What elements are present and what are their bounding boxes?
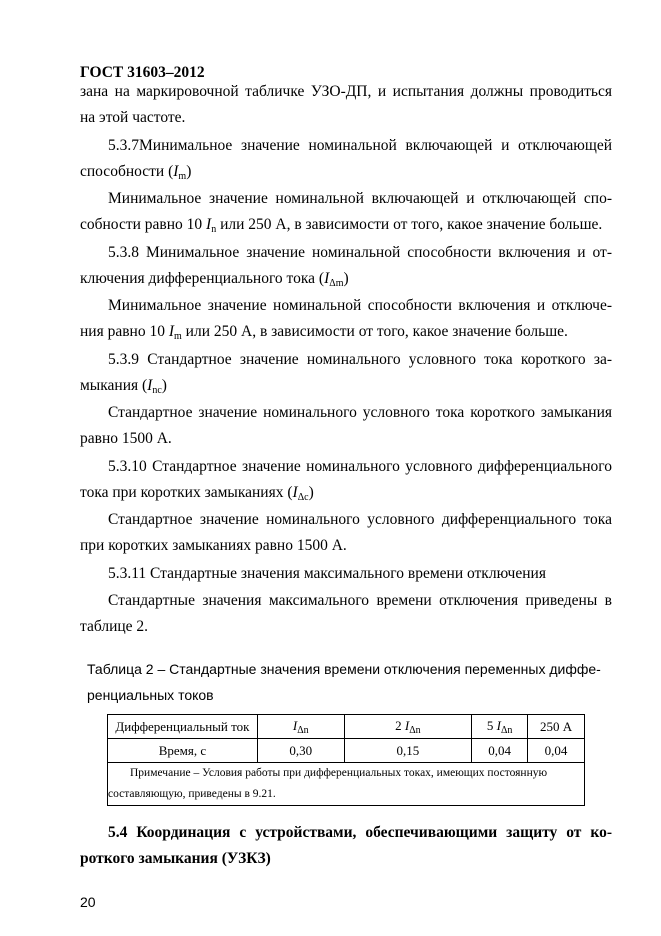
table-2 bbox=[107, 714, 585, 806]
section-5-3-11-heading: 5.3.11 Стандартные значения максимального времени отключения bbox=[108, 565, 546, 582]
table-caption: Таблица 2 – Стандартные значения времени отключения переменных диффе- bbox=[87, 661, 601, 677]
table-cell: Время, с bbox=[108, 739, 258, 763]
section-5-3-7-heading-cont: способности $(I_m)$ bbox=[80, 163, 192, 182]
section-5-3-10-heading: 5.3.10 Стандартное значение номинального условного дифференциального bbox=[108, 458, 612, 475]
table-note bbox=[108, 763, 585, 806]
table-note-line: Примечание – Условия работы при дифференциальных токах, имеющих постоянную bbox=[130, 767, 548, 779]
para-line: Стандартное значение номинального условного дифференциального тока bbox=[108, 511, 612, 528]
para-line: таблице 2. bbox=[80, 618, 149, 635]
para-line: собности равно 10 $I_n$ или 250 А, в зависимости от того, какое значение больше. bbox=[80, 216, 603, 235]
table-cell: 0,30 bbox=[257, 739, 344, 763]
page-header: ГОСТ 31603–2012 bbox=[80, 64, 205, 81]
para-line: Минимальное значение номинальной включающей и отключающей спо- bbox=[108, 190, 612, 207]
para-line: ния равно 10 $I_m$ или 250 А, в зависимости от того, какое значение больше. bbox=[80, 323, 568, 342]
section-5-4-heading-cont: роткого замыкания (УЗКЗ) bbox=[80, 850, 271, 867]
table-cell: 0,04 bbox=[472, 739, 528, 763]
table-cell: 2 $I_{\Delta n}$ bbox=[344, 715, 472, 739]
table-row bbox=[108, 715, 585, 739]
table-note-line: составляющую, приведены в 9.21. bbox=[108, 788, 276, 800]
para-line: Стандартные значения максимального времени отключения приведены в bbox=[108, 592, 612, 609]
table-row bbox=[108, 739, 585, 763]
section-5-3-10-heading-cont: тока при коротких замыканиях $(I_{\Delta c})$ bbox=[80, 484, 314, 503]
para-line: на этой частоте. bbox=[80, 109, 186, 126]
table-cell: $I_{\Delta n}$ bbox=[257, 715, 344, 739]
table-cell: 0,15 bbox=[344, 739, 472, 763]
table-cell: Дифференциальный ток bbox=[108, 715, 258, 739]
para-line: равно 1500 А. bbox=[80, 430, 172, 447]
section-5-4-heading: 5.4 Координация с устройствами, обеспечивающими защиту от ко- bbox=[108, 824, 612, 841]
table-cell: 250 А bbox=[528, 715, 585, 739]
para-line: Стандартное значение номинального условного тока короткого замыкания bbox=[108, 404, 612, 421]
section-5-3-8-heading: 5.3.8 Минимальное значение номинальной способности включения и от- bbox=[108, 244, 612, 261]
para-line: Минимальное значение номинальной способности включения и отключе- bbox=[108, 297, 612, 314]
page-number: 20 bbox=[80, 894, 96, 910]
section-5-3-9-heading-cont: мыкания $(I_{nc})$ bbox=[80, 377, 167, 396]
table-cell: 0,04 bbox=[528, 739, 585, 763]
section-5-3-9-heading: 5.3.9 Стандартное значение номинального условного тока короткого за- bbox=[108, 351, 612, 368]
table-caption-cont: ренциальных токов bbox=[87, 687, 214, 703]
para-line: зана на маркировочной табличке УЗО-ДП, и испытания должны проводиться bbox=[80, 83, 612, 100]
para-line: при коротких замыканиях равно 1500 А. bbox=[80, 537, 347, 554]
table-note-row bbox=[108, 763, 585, 806]
section-5-3-8-heading-cont: ключения дифференциального тока $(I_{\Delta m})$ bbox=[80, 270, 349, 289]
section-5-3-7-heading: 5.3.7Минимальное значение номинальной включающей и отключающей bbox=[108, 137, 612, 154]
table-cell: 5 $I_{\Delta n}$ bbox=[472, 715, 528, 739]
